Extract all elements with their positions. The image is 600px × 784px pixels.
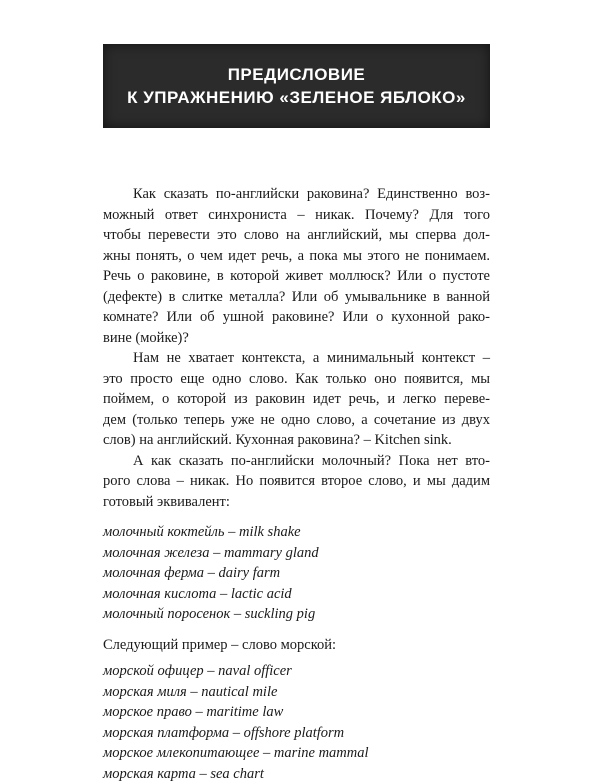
sea-examples-lead: Следующий пример – слово морской: [103, 635, 490, 656]
list-item: морское право – maritime law [103, 702, 490, 723]
text-line: чтобы перевести это слово на английский, мы сперва дол- [103, 225, 490, 246]
list-item: морская карта – sea chart [103, 764, 490, 784]
list-item: молочная ферма – dairy farm [103, 563, 490, 584]
text-line: (дефекте) в слитке металла? Или об умывальнике в ванной [103, 287, 490, 308]
list-item: морская платформа – offshore platform [103, 723, 490, 744]
list-item: морское млекопитающее – marine mammal [103, 743, 490, 764]
paragraph-3 [103, 451, 490, 513]
text-line: вине (мойке)? [103, 328, 490, 349]
list-item: молочный коктейль – milk shake [103, 522, 490, 543]
list-item: морская миля – nautical mile [103, 682, 490, 703]
text-line: комнате? Или об ушной раковине? Или о кухонной рако- [103, 307, 490, 328]
paragraph-2 [103, 348, 490, 451]
text-line: можный ответ синхрониста – никак. Почему? Для того [103, 205, 490, 226]
text-line: Как сказать по-английски раковина? Единственно воз- [103, 184, 490, 205]
list-item: молочная железа – mammary gland [103, 543, 490, 564]
chapter-title-banner [103, 44, 490, 128]
list-item: молочная кислота – lactic acid [103, 584, 490, 605]
paragraph-1 [103, 184, 490, 348]
milk-examples-list [103, 522, 490, 625]
text-line: Нам не хватает контекста, а минимальный контекст – [103, 348, 490, 369]
text-line: готовый эквивалент: [103, 492, 490, 513]
text-line: рого слова – никак. Но появится второе слово, и мы дадим [103, 471, 490, 492]
chapter-title-line-2: К УПРАЖНЕНИЮ «ЗЕЛЕНОЕ ЯБЛОКО» [127, 86, 466, 109]
text-line: поймем, о которой из раковин идет речь, и легко переве- [103, 389, 490, 410]
list-item: морской офицер – naval officer [103, 661, 490, 682]
text-line: жны понять, о чем идет речь, а пока мы этого не понимаем. [103, 246, 490, 267]
sea-examples-list [103, 661, 490, 784]
body-text [103, 184, 490, 784]
chapter-title-line-1: ПРЕДИСЛОВИЕ [228, 63, 366, 86]
text-line: слов) на английский. Кухонная раковина? – Kitchen sink. [103, 430, 490, 451]
text-line: А как сказать по-английски молочный? Пока нет вто- [103, 451, 490, 472]
text-line: это просто еще одно слово. Как только оно появится, мы [103, 369, 490, 390]
text-line: дем (только теперь уже не одно слово, а сочетание из двух [103, 410, 490, 431]
text-line: Речь о раковине, в которой живет моллюск? Или о пустоте [103, 266, 490, 287]
list-item: молочный поросенок – suckling pig [103, 604, 490, 625]
